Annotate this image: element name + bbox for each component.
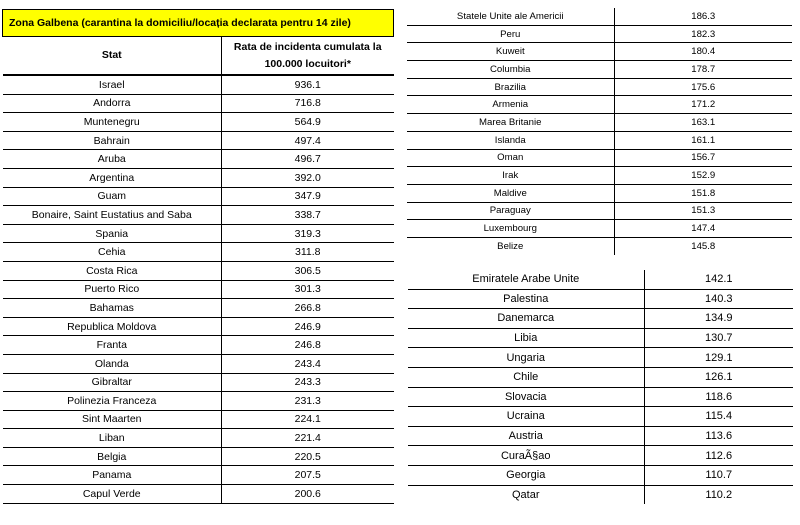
rate-cell: 564.9 (222, 113, 394, 132)
table-row (3, 392, 394, 411)
table-row (407, 237, 792, 254)
banner-row (3, 10, 394, 37)
rate-cell: 182.3 (614, 25, 792, 43)
country-cell: Statele Unite ale Americii (407, 8, 614, 25)
rate-cell: 246.9 (222, 317, 394, 336)
rate-cell: 151.8 (614, 184, 792, 202)
country-cell: Spania (3, 224, 222, 243)
rate-cell: 147.4 (614, 220, 792, 238)
table-row (408, 407, 793, 427)
country-cell: Oman (407, 149, 614, 167)
yellow-zone-banner: Zona Galbena (carantina la domiciliu/locația declarata pentru 14 zile) (3, 10, 394, 37)
yellow-zone-table-left (2, 9, 394, 504)
rate-cell: 231.3 (222, 392, 394, 411)
country-cell: Republica Moldova (3, 317, 222, 336)
table-row (407, 78, 792, 96)
table-row (407, 202, 792, 220)
country-cell: Panama (3, 466, 222, 485)
country-cell: Polinezia Franceza (3, 392, 222, 411)
table-row (407, 96, 792, 114)
country-cell: Luxembourg (407, 220, 614, 238)
country-cell: Columbia (407, 61, 614, 79)
country-cell: Cehia (3, 243, 222, 262)
table-row (3, 280, 394, 299)
country-cell: Emiratele Arabe Unite (408, 270, 644, 289)
table-row (3, 206, 394, 225)
country-cell: Franta (3, 336, 222, 355)
table-row (407, 220, 792, 238)
table-row (408, 270, 793, 289)
country-cell: Chile (408, 367, 644, 387)
rate-cell: 130.7 (644, 328, 793, 348)
rate-cell: 496.7 (222, 150, 394, 169)
rate-cell: 145.8 (691, 240, 716, 252)
country-cell: Guam (3, 187, 222, 206)
country-cell: Olanda (3, 354, 222, 373)
rate-cell: 171.2 (614, 96, 792, 114)
rate-cell: 220.5 (222, 447, 394, 466)
table-row (3, 131, 394, 150)
table-row (3, 168, 394, 187)
rate-cell: 115.4 (644, 407, 793, 427)
table-row (407, 114, 792, 132)
rate-cell: 175.6 (614, 78, 792, 96)
column-header-country: Stat (3, 37, 222, 76)
rate-cell: 156.7 (614, 149, 792, 167)
column-header-rate: Rata de incidenta cumulata la 100.000 locuitori* (222, 37, 394, 76)
rate-cell: 110.7 (644, 465, 793, 485)
rate-cell: 716.8 (222, 94, 394, 113)
table-row (407, 131, 792, 149)
table-row (407, 149, 792, 167)
rate-cell: 163.1 (614, 114, 792, 132)
country-cell: Marea Britanie (407, 114, 614, 132)
rate-cell: 151.3 (614, 202, 792, 220)
rate-cell: 200.6 (222, 485, 394, 504)
country-cell: Brazilia (407, 78, 614, 96)
country-cell: Sint Maarten (3, 410, 222, 429)
country-cell: Aruba (3, 150, 222, 169)
country-cell: Kuweit (407, 43, 614, 61)
rate-cell: 306.5 (222, 261, 394, 280)
country-cell: Qatar (408, 485, 644, 504)
country-cell: Bonaire, Saint Eustatius and Saba (3, 206, 222, 225)
rate-cell: 180.4 (614, 43, 792, 61)
table-row (3, 373, 394, 392)
rate-cell: 338.7 (222, 206, 394, 225)
rate-cell: 161.1 (614, 131, 792, 149)
table-row (3, 187, 394, 206)
country-cell: Austria (408, 426, 644, 446)
rate-cell: 126.1 (644, 367, 793, 387)
rate-cell: 936.1 (222, 75, 394, 94)
table-row (3, 429, 394, 448)
rate-cell: 110.2 (705, 488, 733, 501)
country-cell: Israel (3, 75, 222, 94)
rate-cell: 221.4 (222, 429, 394, 448)
header-row (3, 37, 394, 76)
table-row (407, 184, 792, 202)
table-row (407, 8, 792, 25)
rate-cell: 129.1 (644, 348, 793, 368)
table-row (408, 387, 793, 407)
table-row (407, 61, 792, 79)
country-cell: Palestina (408, 289, 644, 309)
table-row (3, 447, 394, 466)
table-row (3, 261, 394, 280)
rate-cell: 118.6 (644, 387, 793, 407)
rate-cell: 243.3 (222, 373, 394, 392)
yellow-zone-table-right-top (407, 8, 792, 255)
table-row (408, 485, 793, 504)
table-row (3, 299, 394, 318)
table-row (3, 75, 394, 94)
table-row (3, 466, 394, 485)
country-cell: Georgia (408, 465, 644, 485)
rate-cell: 301.3 (222, 280, 394, 299)
rate-cell: 134.9 (644, 309, 793, 329)
country-cell: Ucraina (408, 407, 644, 427)
table-row (408, 289, 793, 309)
country-cell: Belize (407, 237, 614, 254)
country-cell: Costa Rica (3, 261, 222, 280)
table-row (408, 309, 793, 329)
rate-cell: 319.3 (222, 224, 394, 243)
table-row (3, 243, 394, 262)
country-cell: Bahamas (3, 299, 222, 318)
rate-cell: 186.3 (614, 8, 792, 25)
rate-cell: 113.6 (644, 426, 793, 446)
country-cell: Paraguay (407, 202, 614, 220)
country-cell: Irak (407, 167, 614, 185)
rate-cell: 224.1 (222, 410, 394, 429)
table-row (3, 94, 394, 113)
rate-cell: 178.7 (614, 61, 792, 79)
country-cell: Peru (407, 25, 614, 43)
rate-cell: 243.4 (222, 354, 394, 373)
country-cell: Argentina (3, 168, 222, 187)
country-cell: Islanda (407, 131, 614, 149)
country-cell: Gibraltar (3, 373, 222, 392)
country-cell: Ungaria (408, 348, 644, 368)
table-row (407, 167, 792, 185)
table-row (407, 25, 792, 43)
table-row (3, 485, 394, 504)
table-row (3, 410, 394, 429)
rate-cell: 347.9 (222, 187, 394, 206)
country-cell: Danemarca (408, 309, 644, 329)
table-row (3, 150, 394, 169)
table-row (408, 426, 793, 446)
table-row (408, 348, 793, 368)
table-row (3, 317, 394, 336)
table-row (408, 446, 793, 466)
country-cell: Maldive (407, 184, 614, 202)
rate-cell: 152.9 (614, 167, 792, 185)
table-row (408, 465, 793, 485)
rate-cell: 207.5 (222, 466, 394, 485)
country-cell: Armenia (407, 96, 614, 114)
table-row (408, 328, 793, 348)
rate-cell: 112.6 (644, 446, 793, 466)
rate-cell: 142.1 (644, 270, 793, 289)
table-row (408, 367, 793, 387)
table-row (3, 354, 394, 373)
table-row (3, 336, 394, 355)
table-row (3, 224, 394, 243)
country-cell: Bahrain (3, 131, 222, 150)
table-row (3, 113, 394, 132)
yellow-zone-table-right-bottom (408, 270, 793, 504)
rate-cell: 266.8 (222, 299, 394, 318)
country-cell: Slovacia (408, 387, 644, 407)
country-cell: Belgia (3, 447, 222, 466)
rate-cell: 497.4 (222, 131, 394, 150)
country-cell: Capul Verde (3, 485, 222, 504)
country-cell: Andorra (3, 94, 222, 113)
country-cell: Muntenegru (3, 113, 222, 132)
table-row (407, 43, 792, 61)
rate-cell: 140.3 (644, 289, 793, 309)
country-cell: Puerto Rico (3, 280, 222, 299)
rate-cell: 246.8 (222, 336, 394, 355)
rate-cell: 392.0 (222, 168, 394, 187)
rate-cell: 311.8 (222, 243, 394, 262)
country-cell: Libia (408, 328, 644, 348)
country-cell: CuraÃ§ao (408, 446, 644, 466)
country-cell: Liban (3, 429, 222, 448)
